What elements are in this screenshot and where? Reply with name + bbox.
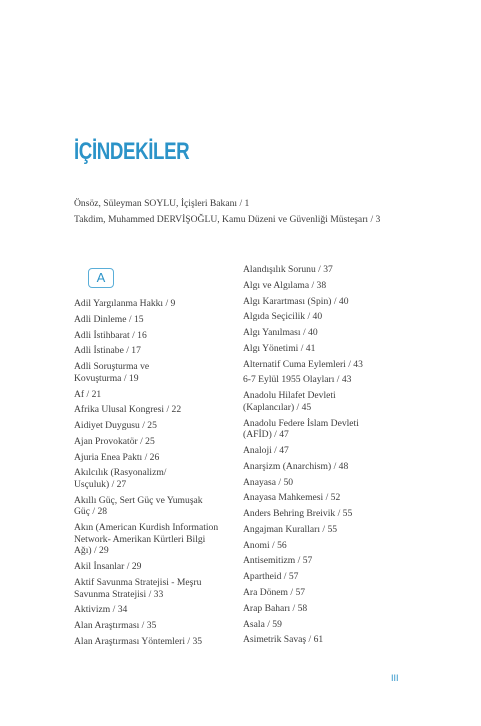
page-number: III xyxy=(391,673,399,683)
toc-entry-text: Anarşizm (Anarchism) / 48 xyxy=(243,460,349,472)
toc-entry-text: Ara Dönem / 57 xyxy=(243,587,306,599)
toc-entry xyxy=(243,390,413,413)
toc-entry-text: Antisemitizm / 57 xyxy=(243,555,313,567)
toc-entry xyxy=(243,418,413,441)
toc-entry xyxy=(243,555,413,567)
toc-entry xyxy=(243,619,413,631)
toc-entry xyxy=(243,327,413,339)
toc-entry xyxy=(74,561,239,573)
toc-entry-text: Arap Baharı / 58 xyxy=(243,602,308,614)
toc-entry-text: Algı Karartması (Spin) / 40 xyxy=(243,295,349,307)
toc-entry-text: 6-7 Eylül 1955 Olayları / 43 xyxy=(243,374,352,386)
toc-entry xyxy=(74,577,239,600)
toc-entry xyxy=(243,508,413,520)
toc-entry xyxy=(74,452,239,464)
toc-entry-text: Kovuşturma / 19 xyxy=(74,372,139,384)
toc-entry xyxy=(74,314,239,326)
toc-entry-text: Akıllı Güç, Sert Güç ve Yumuşak xyxy=(74,494,203,506)
toc-entry-text: Aidiyet Duygusu / 25 xyxy=(74,420,157,432)
toc-entry xyxy=(243,359,413,371)
toc-entry xyxy=(74,345,239,357)
toc-entry-text: Anadolu Hilafet Devleti xyxy=(243,390,336,402)
toc-entry-text: Afrika Ulusal Kongresi / 22 xyxy=(74,404,182,416)
toc-entry xyxy=(243,603,413,615)
toc-entry xyxy=(243,296,413,308)
toc-entry xyxy=(243,374,413,386)
intro-block xyxy=(74,196,380,227)
toc-entry-text: Algı ve Algılama / 38 xyxy=(243,279,327,291)
toc-entry xyxy=(74,420,239,432)
toc-entry-text: Algı Yönetimi / 41 xyxy=(243,342,316,354)
toc-entry-text: Ajuria Enea Paktı / 26 xyxy=(74,451,160,463)
toc-entry-text: Angajman Kuralları / 55 xyxy=(243,523,338,535)
toc-entry xyxy=(243,264,413,276)
toc-entry xyxy=(74,436,239,448)
toc-entry-text: Algı Yanılması / 40 xyxy=(243,327,318,339)
toc-entry-text: Af / 21 xyxy=(74,388,102,400)
toc-entry-text: Ajan Provokatör / 25 xyxy=(74,435,155,447)
presentation-entry: Takdim, Muhammed DERVİŞOĞLU, Kamu Düzeni ve Güvenliği Müsteşarı / 3 xyxy=(74,213,381,225)
toc-entry-text: Anayasa Mahkemesi / 52 xyxy=(243,492,341,504)
toc-entry-text: Aktif Savunma Stratejisi - Meşru xyxy=(74,576,202,588)
toc-entry xyxy=(243,492,413,504)
toc-entry-text: Adli Dinleme / 15 xyxy=(74,313,144,325)
toc-entry xyxy=(243,461,413,473)
toc-entry-text: Akın (American Kurdish Information xyxy=(74,522,219,534)
toc-entry xyxy=(74,467,239,490)
toc-entry-text: Adil Yargılanma Hakkı / 9 xyxy=(74,298,176,309)
toc-entry-text: Anomi / 56 xyxy=(243,539,287,551)
toc-entry-text: Anders Behring Breivik / 55 xyxy=(243,508,353,520)
toc-entry-text: Alan Araştırması / 35 xyxy=(74,620,157,632)
toc-entry-text: Anadolu Federe İslam Devleti xyxy=(243,417,359,429)
toc-entry xyxy=(243,587,413,599)
foreword-entry: Önsöz, Süleyman SOYLU, İçişleri Bakanı / 1 xyxy=(74,198,250,209)
toc-entry xyxy=(74,604,239,616)
toc-entry xyxy=(243,280,413,292)
toc-entry-text: Network- Amerikan Kürtleri Bilgi xyxy=(74,533,206,545)
toc-entry xyxy=(243,540,413,552)
toc-entry-text: (AFİD) / 47 xyxy=(243,429,289,441)
toc-entry-text: Savunma Stratejisi / 33 xyxy=(74,588,164,600)
toc-entry-text: Aktivizm / 34 xyxy=(74,604,128,616)
toc-entry xyxy=(243,634,413,646)
toc-entry xyxy=(74,404,239,416)
toc-entry xyxy=(243,445,413,457)
toc-entry-text: Adli Soruşturma ve xyxy=(74,361,150,373)
toc-entry xyxy=(243,343,413,355)
toc-entry xyxy=(243,571,413,583)
toc-entry-text: Usçuluk) / 27 xyxy=(74,479,127,490)
section-letter-badge: A xyxy=(88,268,114,288)
toc-entry xyxy=(74,636,239,648)
toc-entry xyxy=(243,311,413,323)
toc-entry-text: Akil İnsanlar / 29 xyxy=(74,561,142,573)
toc-entry-text: Ağı) / 29 xyxy=(74,545,109,557)
toc-entry-text: Algıda Seçicilik / 40 xyxy=(243,311,323,323)
toc-entry xyxy=(74,389,239,401)
toc-entry xyxy=(74,298,239,310)
toc-entry-text: Alternatif Cuma Eylemleri / 43 xyxy=(243,358,363,370)
toc-left-column xyxy=(74,298,239,652)
toc-entry-text: (Kaplancılar) / 45 xyxy=(243,401,312,413)
toc-entry xyxy=(243,477,413,489)
toc-entry-text: Adli İstihbarat / 16 xyxy=(74,329,147,341)
toc-entry xyxy=(74,495,239,518)
toc-entry xyxy=(74,330,239,342)
toc-entry xyxy=(74,620,239,632)
toc-entry-text: Alandışılık Sorunu / 37 xyxy=(243,264,333,275)
toc-right-column xyxy=(243,264,413,650)
toc-entry xyxy=(74,522,239,557)
toc-entry-text: Adli İstinabe / 17 xyxy=(74,345,141,357)
toc-entry-text: Güç / 28 xyxy=(74,506,108,518)
toc-entry-text: Anayasa / 50 xyxy=(243,476,294,488)
toc-entry-text: Alan Araştırması Yöntemleri / 35 xyxy=(74,635,203,647)
toc-entry xyxy=(243,524,413,536)
toc-entry-text: Analoji / 47 xyxy=(243,445,289,456)
toc-entry-text: Asala / 59 xyxy=(243,618,282,630)
toc-entry-text: Asimetrik Savaş / 61 xyxy=(243,634,324,646)
toc-entry-text: Apartheid / 57 xyxy=(243,571,299,583)
toc-entry-text: Akılcılık (Rasyonalizm/ xyxy=(74,467,167,479)
toc-entry xyxy=(74,361,239,384)
page-title: İÇİNDEKİLER xyxy=(74,138,190,165)
